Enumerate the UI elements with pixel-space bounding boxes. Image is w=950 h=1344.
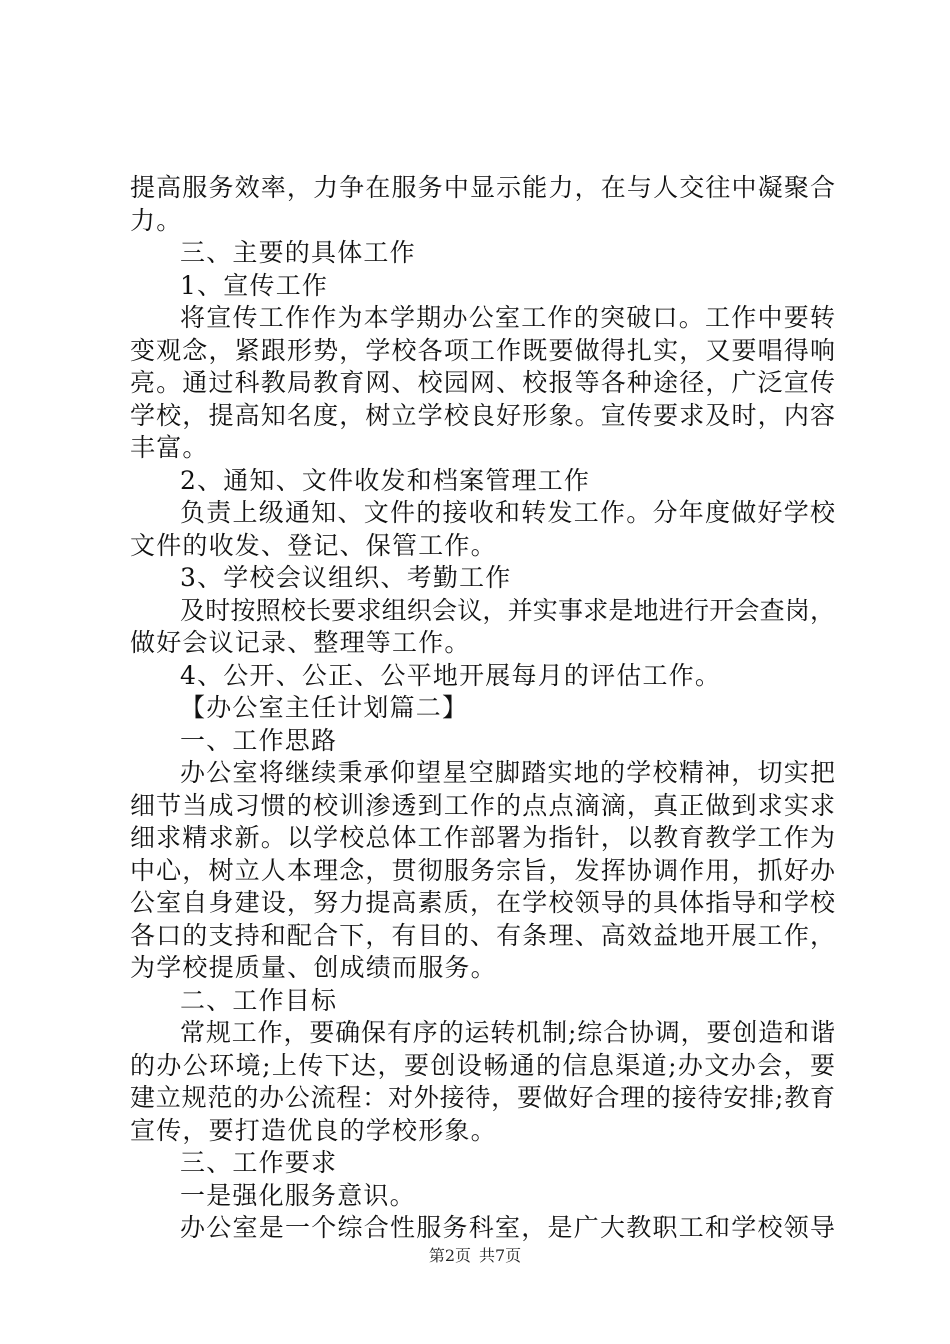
text-line: 的办公环境;上传下达，要创设畅通的信息渠道;办文办会，要 xyxy=(130,1050,835,1080)
subsection-heading: 4、公开、公正、公平地开展每月的评估工作。 xyxy=(180,660,722,690)
text-line: 公室自身建设，努力提高素质，在学校领导的具体指导和学校 xyxy=(130,888,835,917)
text-line: 宣传，要打造优良的学校形象。 xyxy=(130,1115,497,1145)
body-text xyxy=(130,172,835,1245)
text-line: 各口的支持和配合下，有目的、有条理、高效益地开展工作， xyxy=(130,920,835,950)
page-footer xyxy=(0,1246,950,1266)
subsection-heading: 3、学校会议组织、考勤工作 xyxy=(180,563,512,592)
text-line: 细节当成习惯的校训渗透到工作的点点滴滴，真正做到求实求 xyxy=(130,790,835,820)
page-number: 第2页 xyxy=(428,1246,471,1265)
page-total: 共7页 xyxy=(479,1246,522,1265)
text-line: 文件的收发、登记、保管工作。 xyxy=(130,530,497,560)
subsection-heading: 一是强化服务意识。 xyxy=(180,1180,416,1210)
text-line: 力。 xyxy=(130,205,183,235)
section-heading: 三、工作要求 xyxy=(180,1148,338,1177)
text-line: 做好会议记录、整理等工作。 xyxy=(130,628,471,657)
text-line: 细求精求新。以学校总体工作部署为指针，以教育教学工作为 xyxy=(130,823,835,852)
text-line: 办公室是一个综合性服务科室，是广大教职工和学校领导 xyxy=(180,1213,835,1242)
subsection-heading: 2、通知、文件收发和档案管理工作 xyxy=(180,465,591,495)
text-line: 及时按照校长要求组织会议，并实事求是地进行开会查岗， xyxy=(180,595,835,625)
text-line: 丰富。 xyxy=(130,433,209,462)
section-heading: 一、工作思路 xyxy=(180,725,338,755)
text-line: 提高服务效率，力争在服务中显示能力，在与人交往中凝聚合 xyxy=(130,173,835,202)
text-line: 为学校提质量、创成绩而服务。 xyxy=(130,953,497,982)
text-line: 变观念，紧跟形势，学校各项工作既要做得扎实，又要唱得响 xyxy=(130,335,835,365)
text-line: 亮。通过科教局教育网、校园网、校报等各种途径，广泛宣传 xyxy=(130,368,835,397)
text-line: 办公室将继续秉承仰望星空脚踏实地的学校精神，切实把 xyxy=(180,758,835,787)
text-line: 负责上级通知、文件的接收和转发工作。分年度做好学校 xyxy=(180,498,835,527)
section-heading: 三、主要的具体工作 xyxy=(180,238,416,267)
text-line: 将宣传工作作为本学期办公室工作的突破口。工作中要转 xyxy=(180,303,835,332)
chapter-heading: 【办公室主任计划篇二】 xyxy=(180,693,469,722)
text-line: 学校，提高知名度，树立学校良好形象。宣传要求及时，内容 xyxy=(130,400,835,430)
text-line: 中心，树立人本理念，贯彻服务宗旨，发挥协调作用，抓好办 xyxy=(130,855,835,885)
subsection-heading: 1、宣传工作 xyxy=(180,270,329,300)
text-line: 建立规范的办公流程：对外接待，要做好合理的接待安排;教育 xyxy=(130,1083,835,1112)
text-line: 常规工作，要确保有序的运转机制;综合协调，要创造和谐 xyxy=(180,1018,835,1047)
section-heading: 二、工作目标 xyxy=(180,985,338,1015)
